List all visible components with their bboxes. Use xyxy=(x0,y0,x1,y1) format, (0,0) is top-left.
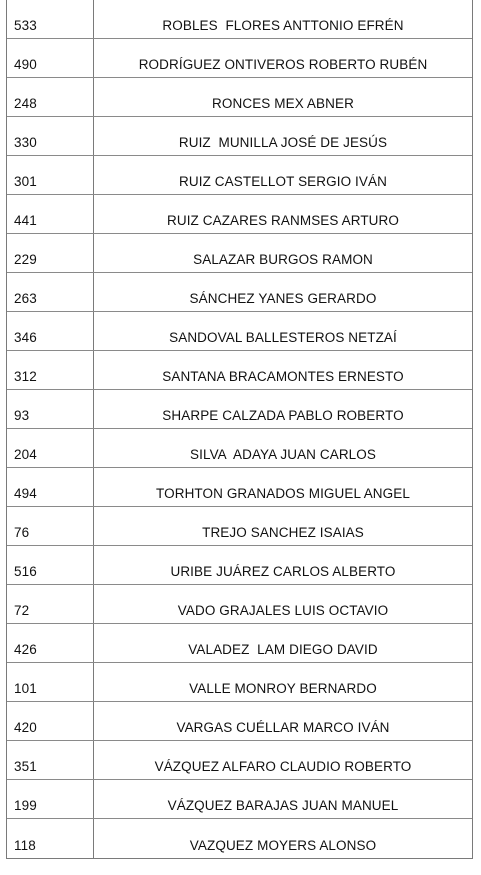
person-name: VÁZQUEZ ALFARO CLAUDIO ROBERTO xyxy=(154,759,412,774)
table-row xyxy=(7,702,472,741)
person-name: RONCES MEX ABNER xyxy=(212,96,354,111)
row-number: 312 xyxy=(7,351,94,389)
roster-table xyxy=(6,0,473,859)
person-name: RODRÍGUEZ ONTIVEROS ROBERTO RUBÉN xyxy=(138,57,428,72)
row-number: 204 xyxy=(7,429,94,467)
row-number: 301 xyxy=(7,156,94,194)
row-number: 248 xyxy=(7,78,94,116)
person-name: VARGAS CUÉLLAR MARCO IVÁN xyxy=(176,720,390,735)
row-number: 494 xyxy=(7,468,94,506)
row-number: 118 xyxy=(7,819,94,858)
table-row xyxy=(7,0,472,39)
row-number: 420 xyxy=(7,702,94,740)
person-name: VAZQUEZ MOYERS ALONSO xyxy=(189,838,377,853)
person-name: RUIZ CAZARES RANMSES ARTURO xyxy=(167,213,399,228)
table-row xyxy=(7,468,472,507)
table-row xyxy=(7,195,472,234)
table-row xyxy=(7,39,472,78)
person-name: SILVA ADAYA JUAN CARLOS xyxy=(190,447,376,462)
row-number: 93 xyxy=(7,390,94,428)
table-row xyxy=(7,507,472,546)
table-row xyxy=(7,390,472,429)
person-name: VÁZQUEZ BARAJAS JUAN MANUEL xyxy=(167,798,399,813)
row-number: 263 xyxy=(7,273,94,311)
person-name: TREJO SANCHEZ ISAIAS xyxy=(202,525,364,540)
row-number: 101 xyxy=(7,663,94,701)
table-row xyxy=(7,156,472,195)
person-name: SANTANA BRACAMONTES ERNESTO xyxy=(162,369,404,384)
table-row xyxy=(7,819,472,858)
table-row xyxy=(7,78,472,117)
table-row xyxy=(7,741,472,780)
table-row xyxy=(7,351,472,390)
row-number: 229 xyxy=(7,234,94,272)
table-row xyxy=(7,117,472,156)
row-number: 426 xyxy=(7,624,94,662)
table-row xyxy=(7,624,472,663)
person-name: RUIZ CASTELLOT SERGIO IVÁN xyxy=(179,174,387,189)
row-number: 346 xyxy=(7,312,94,350)
person-name: ROBLES FLORES ANTTONIO EFRÉN xyxy=(162,18,404,33)
table-row xyxy=(7,663,472,702)
row-number: 516 xyxy=(7,546,94,584)
person-name: SÁNCHEZ YANES GERARDO xyxy=(189,291,377,306)
table-row xyxy=(7,585,472,624)
row-number: 199 xyxy=(7,780,94,818)
row-number: 76 xyxy=(7,507,94,545)
person-name: SANDOVAL BALLESTEROS NETZAÍ xyxy=(169,330,397,345)
person-name: URIBE JUÁREZ CARLOS ALBERTO xyxy=(170,564,396,579)
person-name: RUIZ MUNILLA JOSÉ DE JESÚS xyxy=(178,135,388,150)
person-name: VALLE MONROY BERNARDO xyxy=(189,681,377,696)
person-name: VADO GRAJALES LUIS OCTAVIO xyxy=(177,603,389,618)
table-row xyxy=(7,429,472,468)
row-number: 72 xyxy=(7,585,94,623)
table-row xyxy=(7,312,472,351)
row-number: 490 xyxy=(7,39,94,77)
person-name: SALAZAR BURGOS RAMON xyxy=(193,252,373,267)
person-name: TORHTON GRANADOS MIGUEL ANGEL xyxy=(156,486,410,501)
person-name: VALADEZ LAM DIEGO DAVID xyxy=(188,642,378,657)
table-row xyxy=(7,546,472,585)
table-row xyxy=(7,273,472,312)
table-row xyxy=(7,780,472,819)
row-number: 351 xyxy=(7,741,94,779)
person-name: SHARPE CALZADA PABLO ROBERTO xyxy=(162,408,404,423)
row-number: 330 xyxy=(7,117,94,155)
row-number: 533 xyxy=(7,0,94,38)
row-number: 441 xyxy=(7,195,94,233)
table-row xyxy=(7,234,472,273)
